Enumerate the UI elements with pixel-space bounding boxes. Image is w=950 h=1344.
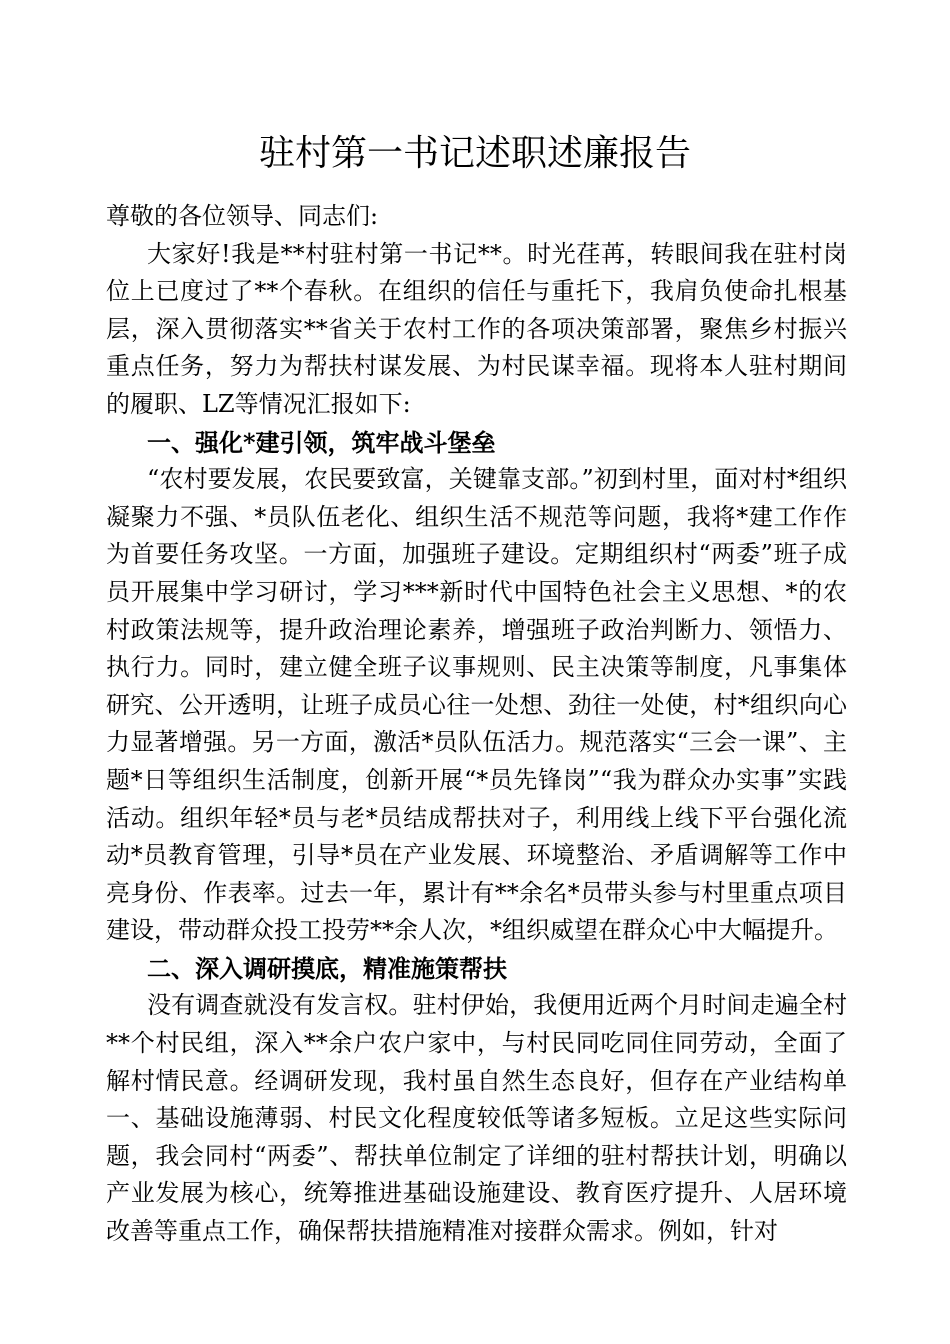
- document-body: [106, 198, 847, 1251]
- section-heading-1: 一、强化*建引领，筑牢战斗堡垒: [147, 427, 496, 457]
- section-paragraph-2: 没有调查就没有发言权。驻村伊始，我便用近两个月时间走遍全村**个村民组，深入**余户农户家中，与村民同吃同住同劳动，全面了解村情民意。经调研发现，我村虽自然生态良好，但存在产业结构单一、基础设施薄弱、村民文化程度较低等诸多短板。立足这些实际问题，我会同村“两委”、帮扶单位制定了详细的驻村帮扶计划，明确以产业发展为核心，统筹推进基础设施建设、教育医疗提升、人居环境改善等重点工作，确保帮扶措施精准对接群众需求。例如，针对: [106, 991, 847, 1246]
- document-title: 驻村第一书记述职述廉报告: [258, 133, 691, 174]
- section-heading-2: 二、深入调研摸底，精准施策帮扶: [147, 953, 507, 983]
- section-paragraph-1: “农村要发展，农民要致富，关键靠支部。”初到村里，面对村*组织凝聚力不强、*员队伍老化、组织生活不规范等问题，我将*建工作作为首要任务攻坚。一方面，加强班子建设。定期组织村“两委”班子成员开展集中学习研讨，学习***新时代中国特色社会主义思想、*的农村政策法规等，提升政治理论素养，增强班子政治判断力、领悟力、执行力。同时，建立健全班子议事规则、民主决策等制度，凡事集体研究、公开透明，让班子成员心往一处想、劲往一处使，村*组织向心力显著增强。另一方面，激活*员队伍活力。规范落实“三会一课”、主题*日等组织生活制度，创新开展“*员先锋岗”“我为群众办实事”实践活动。组织年轻*员与老*员结成帮扶对子，利用线上线下平台强化流动*员教育管理，引导*员在产业发展、环境整治、矛盾调解等工作中亮身份、作表率。过去一年，累计有**余名*员带头参与村里重点项目建设，带动群众投工投劳**余人次，*组织威望在群众心中大幅提升。: [106, 465, 847, 945]
- intro-paragraph: 大家好!我是**村驻村第一书记**。时光荏苒，转眼间我在驻村岗位上已度过了**个春秋。在组织的信任与重托下，我肩负使命扎根基层，深入贯彻落实**省关于农村工作的各项决策部署，聚焦乡村振兴重点任务，努力为帮扶村谋发展、为村民谋幸福。现将本人驻村期间的履职、LZ等情况汇报如下:: [106, 239, 847, 418]
- salutation: 尊敬的各位领导、同志们:: [106, 202, 379, 230]
